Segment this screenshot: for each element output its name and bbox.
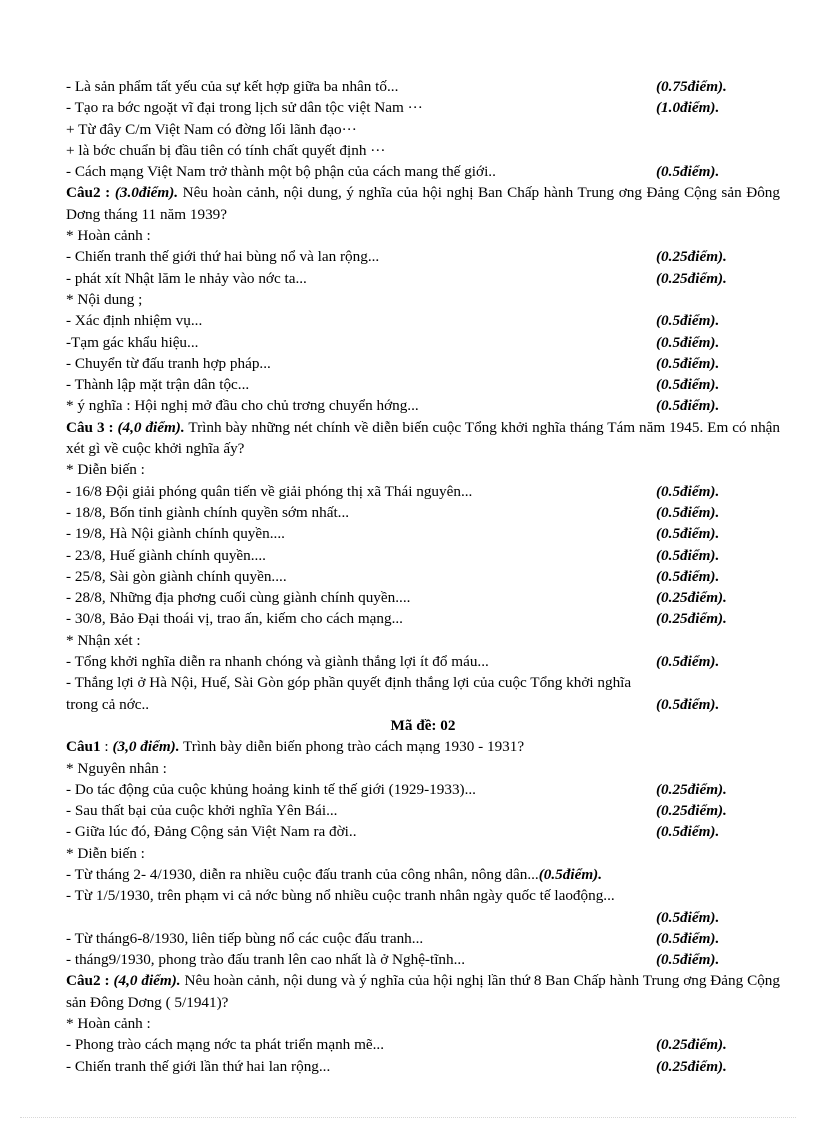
- answer-line: [66, 608, 780, 629]
- section-label: * Nhận xét :: [66, 631, 141, 649]
- answer-text: - 25/8, Sài gòn giành chính quyền....: [66, 567, 287, 585]
- answer-line: [66, 1056, 780, 1077]
- answer-points: (0.5điểm).: [656, 397, 720, 415]
- question-cau3: [66, 417, 780, 460]
- answer-points: (0.5điểm).: [656, 567, 720, 585]
- question-text: Nêu hoàn cảnh, nội dung, ý nghĩa của hội nghị Ban Chấp hành Trung ơng Đảng Cộng sản Đông Dơng tháng 11 năm 1939?: [66, 184, 780, 223]
- answer-points: (0.5điểm).: [656, 525, 720, 543]
- answer-text: - Chiến tranh thế giới thứ hai bùng nổ và lan rộng...: [66, 248, 380, 266]
- answer-points: (0.5điểm).: [656, 908, 720, 926]
- answer-line: [66, 332, 780, 353]
- answer-line: [66, 353, 780, 374]
- answer-points: (0.25điểm).: [656, 802, 727, 820]
- answer-line: [66, 374, 780, 395]
- answer-points: (0.5điểm).: [656, 951, 720, 969]
- answer-line: [66, 694, 780, 715]
- answer-text: - Cách mạng Việt Nam trở thành một bộ phận của cách mang thế giới..: [66, 163, 496, 181]
- section-label: * Diễn biến :: [66, 844, 145, 862]
- section-label: * Hoàn cảnh :: [66, 1015, 151, 1033]
- answer-points: (0.5điểm).: [656, 312, 720, 330]
- answer-list: [66, 779, 780, 843]
- question-text: Nêu hoàn cảnh, nội dung và ý nghĩa của hội nghị lần thứ 8 Ban Chấp hành Trung ơng Đảng Cộng sản Đông Dơng ( 5/1941)?: [66, 972, 780, 1011]
- answer-text: trong cả nớc..: [66, 695, 150, 713]
- answer-points: (0.25điểm).: [656, 269, 727, 287]
- answer-text: - Xác định nhiệm vụ...: [66, 312, 203, 330]
- answer-text: - Chuyển từ đấu tranh hợp pháp...: [66, 354, 271, 372]
- answer-line: [66, 76, 780, 97]
- answer-text: - 28/8, Những địa phơng cuối cùng giành chính quyền....: [66, 589, 411, 607]
- answer-text: - Chiến tranh thế giới lần thứ hai lan rộng...: [66, 1057, 331, 1075]
- answer-line: [66, 140, 780, 161]
- answer-points: (0.5điểm).: [656, 546, 720, 564]
- answer-points: (0.5điểm).: [656, 354, 720, 372]
- section-label: * Nguyên nhân :: [66, 759, 167, 777]
- question-label: Câu1: [66, 738, 101, 756]
- question-cau2-ma1: [66, 182, 780, 225]
- answer-line: [66, 949, 780, 970]
- question-colon: :: [100, 738, 113, 756]
- answer-line: [66, 1034, 780, 1055]
- document-body: [66, 76, 780, 1077]
- answer-points: (0.5điểm).: [538, 865, 602, 883]
- question-label: Câu 3 :: [66, 418, 114, 436]
- answer-line: [66, 800, 780, 821]
- answer-points: (0.5điểm).: [656, 482, 720, 500]
- answer-line: [66, 864, 780, 885]
- answer-text: - Do tác động của cuộc khủng hoảng kinh tế thế giới (1929-1933)...: [66, 780, 476, 798]
- answer-line: [66, 821, 780, 842]
- top-answer-lines: [66, 76, 780, 182]
- answer-list: [66, 481, 780, 630]
- answer-points: (0.5điểm).: [656, 653, 720, 671]
- question-label: Câu2 :: [66, 972, 110, 990]
- answer-line: [66, 502, 780, 523]
- answer-points: [656, 119, 780, 140]
- answer-text: - Từ 1/5/1930, trên phạm vi cả nớc bùng nổ nhiều cuộc tranh nhân ngày quốc tế laođộng...: [66, 887, 615, 905]
- answer-points: (0.25điểm).: [656, 248, 727, 266]
- answer-text: - Phong trào cách mạng nớc ta phát triển mạnh mẽ...: [66, 1036, 385, 1054]
- answer-text: - Thành lập mặt trận dân tộc...: [66, 376, 250, 394]
- answer-line: [66, 310, 780, 331]
- answer-text: - Tạo ra bớc ngoặt vĩ đại trong lịch sử dân tộc việt Nam ···: [66, 99, 423, 117]
- answer-points: (0.5điểm).: [656, 503, 720, 521]
- answer-points: (0.5điểm).: [656, 376, 720, 394]
- answer-text: - 23/8, Huế giành chính quyền....: [66, 546, 266, 564]
- question-points: (3,0 điểm).: [112, 738, 180, 756]
- answer-line: [66, 587, 780, 608]
- answer-points: (0.5điểm).: [656, 823, 720, 841]
- answer-text: - Là sản phẩm tất yếu của sự kết hợp giữa ba nhân tố...: [66, 78, 399, 95]
- question-label: Câu2 :: [66, 184, 111, 202]
- answer-text: - tháng9/1930, phong trào đấu tranh lên cao nhất là ở Nghệ-tĩnh...: [66, 951, 466, 969]
- answer-line: [66, 268, 780, 289]
- question-cau2-ma2: [66, 970, 780, 1013]
- answer-text: * ý nghĩa : Hội nghị mở đầu cho chủ trơng chuyển hớng...: [66, 397, 419, 415]
- answer-text: + Từ đây C/m Việt Nam có đờng lối lãnh đạo···: [66, 120, 357, 138]
- answer-points: [656, 140, 780, 161]
- question-points: (4,0 điểm).: [113, 972, 181, 990]
- answer-points: (0.25điểm).: [656, 1036, 727, 1054]
- answer-text: - Sau thất bại của cuộc khởi nghĩa Yên Bái...: [66, 802, 338, 820]
- answer-line: [66, 928, 780, 949]
- answer-line: [66, 545, 780, 566]
- page-bottom-rule: [20, 1117, 796, 1118]
- question-points: (4,0 điểm).: [117, 418, 185, 436]
- question-text: Trình bày những nét chính về diễn biến cuộc Tổng khởi nghĩa tháng Tám năm 1945. Em có nhận xét gì về cuộc khởi nghĩa ấy?: [66, 418, 781, 458]
- answer-list: [66, 928, 780, 971]
- answer-text: - Từ tháng 2- 4/1930, diễn ra nhiều cuộc đấu tranh của công nhân, nông dân...: [66, 865, 539, 883]
- question-cau1-ma2: [66, 736, 780, 757]
- answer-text: - Giữa lúc đó, Đảng Cộng sản Việt Nam ra đời..: [66, 823, 357, 841]
- section-label: * Diễn biến :: [66, 461, 145, 479]
- answer-list: [66, 1034, 780, 1077]
- answer-points: (1.0điểm).: [656, 99, 720, 117]
- answer-points: (0.25điểm).: [656, 610, 727, 628]
- answer-line: [66, 779, 780, 800]
- answer-text: - Thắng lợi ở Hà Nội, Huế, Sài Gòn góp phần quyết định thắng lợi của cuộc Tổng khởi nghĩa: [66, 674, 632, 692]
- answer-points: (0.5điểm).: [656, 163, 720, 181]
- answer-line: [66, 161, 780, 182]
- answer-text: - Từ tháng6-8/1930, liên tiếp bùng nổ các cuộc đấu tranh...: [66, 929, 424, 947]
- exam-code-heading: Mã đề: 02: [390, 716, 456, 734]
- answer-text: -Tạm gác khẩu hiệu...: [66, 333, 199, 351]
- answer-line: [66, 566, 780, 587]
- answer-list: [66, 246, 780, 289]
- answer-text: + là bớc chuẩn bị đầu tiên có tính chất quyết định ···: [66, 141, 386, 159]
- answer-line: [66, 481, 780, 502]
- section-label: * Nội dung ;: [66, 290, 143, 308]
- answer-line: [66, 97, 780, 118]
- answer-text: - phát xít Nhật lăm le nhảy vào nớc ta...: [66, 269, 307, 287]
- question-text: Trình bày diễn biến phong trào cách mạng 1930 - 1931?: [179, 738, 525, 756]
- answer-points: (0.5điểm).: [656, 695, 720, 713]
- answer-line: [66, 523, 780, 544]
- answer-line: [66, 119, 780, 140]
- answer-text: - 30/8, Bảo Đại thoái vị, trao ấn, kiếm cho cách mạng...: [66, 610, 403, 628]
- answer-points: (0.75điểm).: [656, 78, 727, 95]
- answer-points: (0.25điểm).: [656, 780, 727, 798]
- answer-text: - Tổng khởi nghĩa diễn ra nhanh chóng và giành thắng lợi ít đổ máu...: [66, 653, 489, 671]
- answer-points: (0.5điểm).: [656, 929, 720, 947]
- answer-points: (0.25điểm).: [656, 1057, 727, 1075]
- section-label: * Hoàn cảnh :: [66, 227, 151, 245]
- answer-line: [66, 395, 780, 416]
- answer-points: (0.5điểm).: [656, 333, 720, 351]
- answer-text: - 18/8, Bốn tỉnh giành chính quyền sớm nhất...: [66, 503, 350, 521]
- question-points: (3.0điểm).: [114, 184, 179, 202]
- answer-points: (0.25điểm).: [656, 589, 727, 607]
- answer-text: - 16/8 Đội giải phóng quân tiến về giải phóng thị xã Thái nguyên...: [66, 482, 473, 500]
- answer-line: [66, 907, 780, 928]
- answer-line: [66, 651, 780, 672]
- answer-line: [66, 246, 780, 267]
- answer-list: [66, 310, 780, 416]
- answer-text: - 19/8, Hà Nội giành chính quyền....: [66, 525, 285, 543]
